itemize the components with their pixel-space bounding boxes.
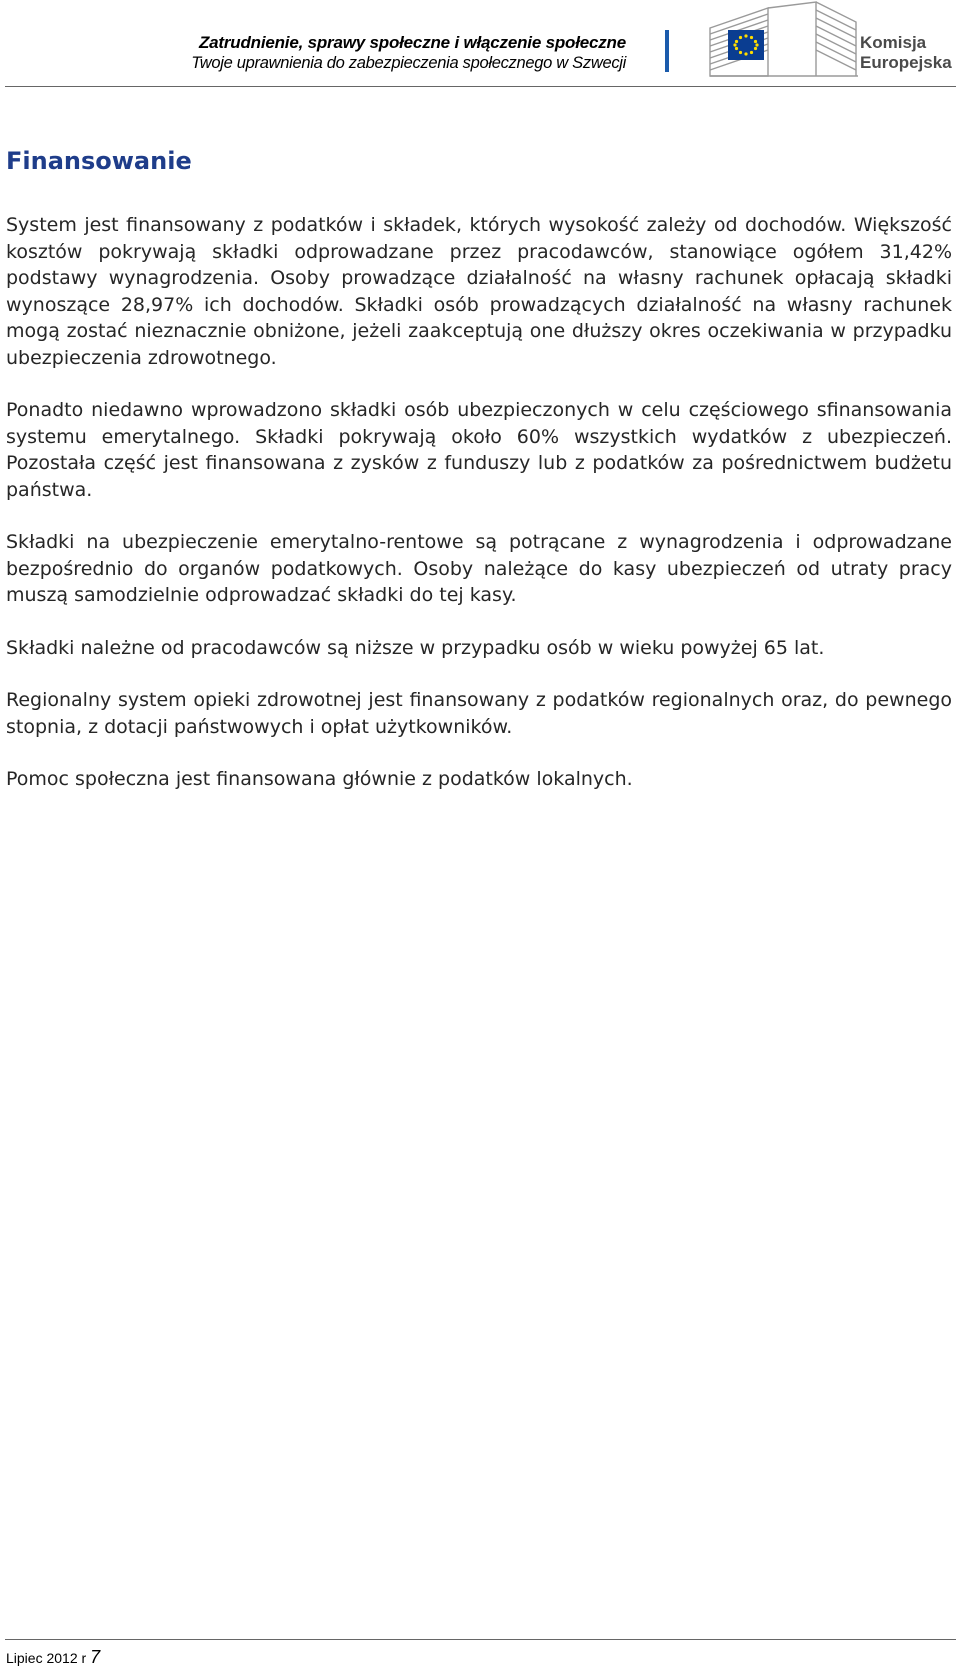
logo-line-1: Komisja [860,33,927,52]
document-body [6,146,952,793]
paragraph-regional-healthcare: Regionalny system opieki zdrowotnej jest finansowany z podatków regionalnych oraz, do pewnego stopnia, z dotacji państwowych i opłat użytkowników. [6,689,952,738]
paragraph-insured-contributions: Ponadto niedawno wprowadzono składki osób ubezpieczonych w celu częściowego sfinansowania systemu emerytalnego. Składki pokrywają około 60% wszystkich wydatków z ubezpieczeń. Pozostała część jest finansowana z zysków z funduszy lub z podatków za pośrednictwem budżetu państwa. [6,399,952,501]
header-title: Zatrudnienie, sprawy społeczne i włączenie społeczne [198,33,626,52]
footer-date: Lipiec 2012 r [6,1650,87,1666]
logo-wordmark [860,33,952,73]
header-titles [191,32,626,74]
header-accent-bar [665,30,669,72]
footer-divider [5,1639,956,1640]
header-divider [5,86,956,87]
page-header [0,0,960,88]
page-footer [6,1648,100,1667]
paragraph-pension-contributions: Składki na ubezpieczenie emerytalno-rentowe są potrącane z wynagrodzenia i odprowadzane bezpośrednio do organów podatkowych. Osoby należące do kasy ubezpieczeń od utraty pracy muszą samodzielnie odprowadzać składki do tej kasy. [6,531,952,606]
paragraph-financing-sources: System jest finansowany z podatków i składek, których wysokość zależy od dochodów. Większość kosztów pokrywają składki odprowadzane przez pracodawców, stanowiące ogółem 31,42% podstawy wynagrodzenia. Osoby prowadzące działalność na własny rachunek opłacają składki wynoszące 28,97% ich dochodów. Składki osób prowadzących działalność na własny rachunek mogą zostać nieznacznie obniżone, jeżeli zaakceptują one dłuższy okres oczekiwania w przypadku ubezpieczenia zdrowotnego. [6,214,952,369]
logo-line-2: Europejska [860,53,952,72]
page-number: 7 [90,1647,101,1667]
header-subtitle: Twoje uprawnienia do zabezpieczenia społecznego w Szwecji [191,54,626,72]
eu-flag-icon [728,30,764,60]
paragraph-social-assistance: Pomoc społeczna jest finansowana głównie z podatków lokalnych. [6,768,633,790]
paragraph-employer-contributions: Składki należne od pracodawców są niższe w przypadku osób w wieku powyżej 65 lat. [6,636,825,659]
page-title: Finansowanie [6,147,192,175]
